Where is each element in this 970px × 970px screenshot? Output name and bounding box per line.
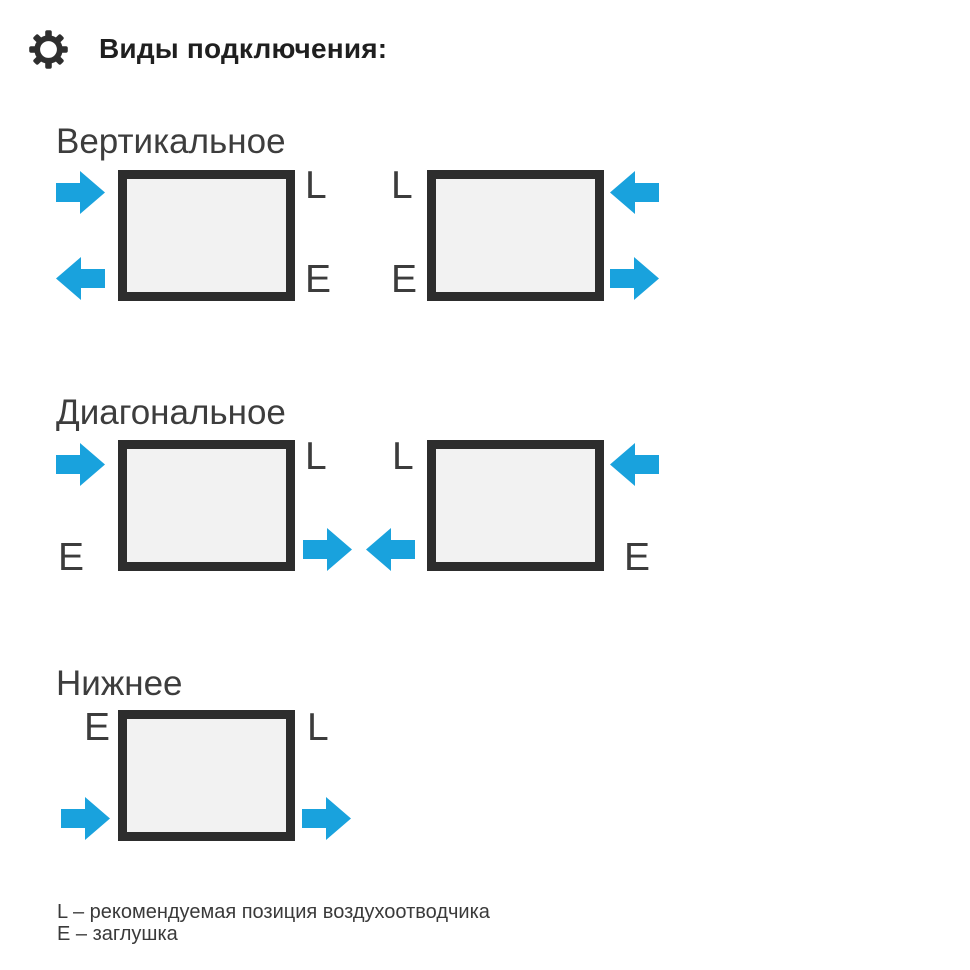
vent-position-label: L [392, 435, 414, 478]
plug-label: E [58, 536, 85, 579]
legend-line-vent: L – рекомендуемая позиция воздухоотводчика [57, 901, 490, 923]
plug-label: E [305, 258, 332, 301]
radiator-box [118, 440, 295, 571]
radiator-box [118, 710, 295, 841]
plug-label: E [84, 706, 111, 749]
radiator-box [427, 170, 604, 301]
flow-out-arrow-icon [366, 528, 415, 571]
vent-position-label: L [305, 164, 327, 207]
flow-in-arrow-icon [610, 171, 659, 214]
radiator-box [118, 170, 295, 301]
vent-position-label: L [391, 164, 413, 207]
legend-line-plug: E – заглушка [57, 923, 178, 945]
flow-out-arrow-icon [56, 257, 105, 300]
flow-in-arrow-icon [61, 797, 110, 840]
section-label-vertical: Вертикальное [56, 122, 286, 161]
legend [57, 901, 490, 945]
flow-in-arrow-icon [56, 171, 105, 214]
radiator-box [427, 440, 604, 571]
flow-out-arrow-icon [610, 257, 659, 300]
vent-position-label: L [305, 435, 327, 478]
plug-label: E [624, 536, 651, 579]
flow-in-arrow-icon [56, 443, 105, 486]
gear-icon [28, 29, 69, 70]
flow-in-arrow-icon [610, 443, 659, 486]
flow-out-arrow-icon [303, 528, 352, 571]
page-title: Виды подключения: [99, 33, 388, 64]
plug-label: E [391, 258, 418, 301]
vent-position-label: L [307, 706, 329, 749]
section-label-bottom: Нижнее [56, 664, 183, 703]
flow-out-arrow-icon [302, 797, 351, 840]
section-label-diagonal: Диагональное [56, 393, 286, 432]
